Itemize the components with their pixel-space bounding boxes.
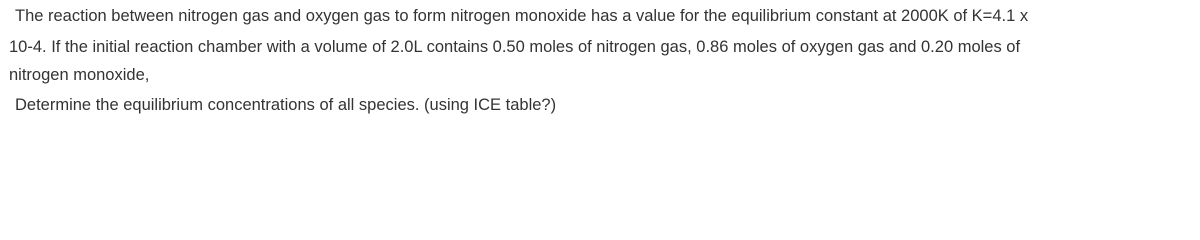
question-line-3: nitrogen monoxide,: [9, 66, 150, 84]
question-line-1: The reaction between nitrogen gas and oxygen gas to form nitrogen monoxide has a value for the equilibrium constant at 2000K of K=4.1 x: [15, 7, 1029, 25]
question-line-2: 10-4. If the initial reaction chamber with a volume of 2.0L contains 0.50 moles of nitrogen gas, 0.86 moles of oxygen gas and 0.20 moles of: [9, 38, 1021, 56]
question-prompt: Determine the equilibrium concentrations of all species. (using ICE table?): [15, 96, 557, 114]
